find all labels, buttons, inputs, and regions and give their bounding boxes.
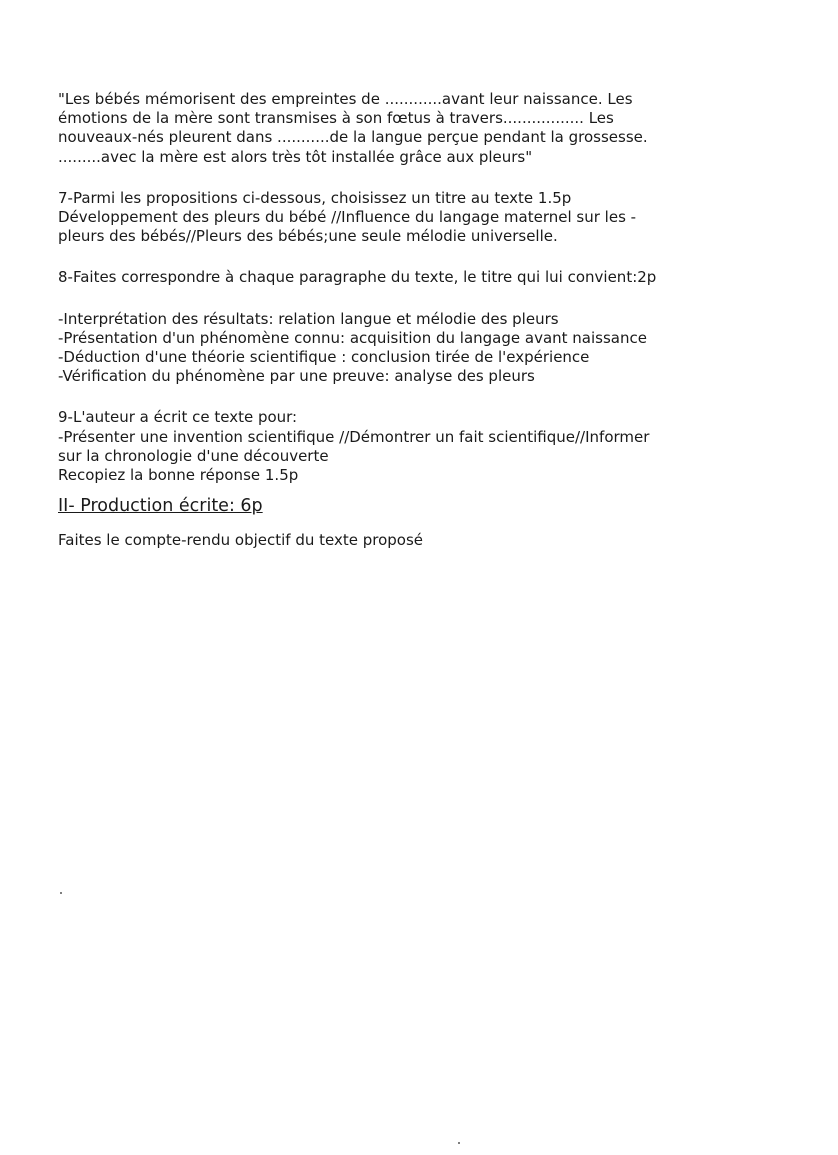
section-title: II- Production écrite: 6p <box>58 496 263 517</box>
quote-line: nouveaux-nés pleurent dans ...........de la langue perçue pendant la grossesse. <box>58 128 648 147</box>
scan-speck <box>458 1142 460 1144</box>
quote-line: .........avec la mère est alors très tôt installée grâce aux pleurs" <box>58 147 533 166</box>
question-7 <box>58 189 758 247</box>
section-instruction: Faites le compte-rendu objectif du texte proposé <box>58 531 424 550</box>
question-8-item: -Présentation d'un phénomène connu: acquisition du langage avant naissance <box>58 328 647 347</box>
question-9 <box>58 408 758 485</box>
question-8 <box>58 268 758 386</box>
question-8-prompt: 8-Faites correspondre à chaque paragraphe du texte, le titre qui lui convient:2p <box>58 268 657 287</box>
quote-paragraph <box>58 90 758 167</box>
quote-line: émotions de la mère sont transmises à son fœtus à travers................. Les <box>58 109 614 128</box>
question-7-options: pleurs des bébés//Pleurs des bébés;une seule mélodie universelle. <box>58 227 558 246</box>
question-7-options: Développement des pleurs du bébé //Influence du langage maternel sur les - <box>58 208 637 227</box>
question-7-prompt: 7-Parmi les propositions ci-dessous, choisissez un titre au texte 1.5p <box>58 188 572 207</box>
question-8-item: -Vérification du phénomène par une preuve: analyse des pleurs <box>58 367 535 386</box>
scan-speck <box>60 892 62 894</box>
question-9-options: sur la chronologie d'une découverte <box>58 446 329 465</box>
question-9-prompt: 9-L'auteur a écrit ce texte pour: <box>58 408 298 427</box>
question-9-instruction: Recopiez la bonne réponse 1.5p <box>58 466 299 485</box>
question-9-options: -Présenter une invention scientifique //Démontrer un fait scientifique//Informer <box>58 427 650 446</box>
exam-page <box>58 90 758 550</box>
quote-line: "Les bébés mémorisent des empreintes de ............avant leur naissance. Les <box>58 90 633 108</box>
question-8-item: -Déduction d'une théorie scientifique : conclusion tirée de l'expérience <box>58 348 590 367</box>
question-8-item: -Interprétation des résultats: relation langue et mélodie des pleurs <box>58 309 559 328</box>
